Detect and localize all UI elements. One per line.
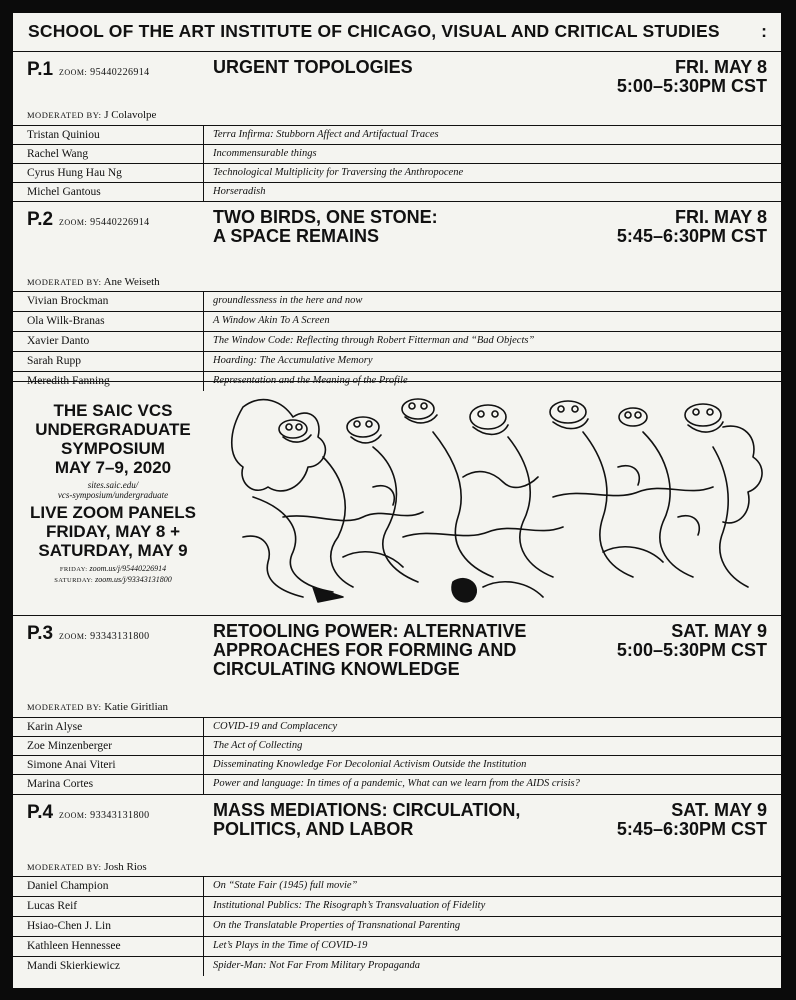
- zoom-id[interactable]: 95440226914: [90, 217, 150, 228]
- zoom-id[interactable]: 95440226914: [90, 67, 150, 78]
- table-row: Lucas Reif Institutional Publics: The Risograph’s Transvaluation of Fidelity: [13, 896, 781, 916]
- moderator: MODERATED BY: Katie Giritlian: [27, 701, 169, 713]
- panel-title: URGENT TOPOLOGIES: [213, 57, 413, 77]
- header-colon: :: [761, 21, 767, 41]
- table-row: Kathleen Hennessee Let’s Plays in the Time of COVID-19: [13, 936, 781, 956]
- panel-datetime: SAT. MAY 9 5:00–5:30PM CST: [616, 621, 767, 660]
- zoom-id[interactable]: 93343131800: [90, 810, 150, 821]
- panel-1: [13, 51, 781, 198]
- table-row: Karin Alyse COVID-19 and Complacency: [13, 717, 781, 737]
- table-row: Vivian Brockman groundlessness in the here and now: [13, 291, 781, 311]
- panel-number: P.1 ZOOM: 95440226914: [27, 59, 150, 80]
- panel-title: MASS MEDIATIONS: CIRCULATION, POLITICS, AND LABOR: [213, 800, 521, 839]
- table-row: Zoe Minzenberger The Act of Collecting: [13, 736, 781, 756]
- table-row: Meredith Fanning Representation and the Meaning of the Profile: [13, 371, 781, 391]
- table-row: Cyrus Hung Hau Ng Technological Multiplicity for Traversing the Anthropocene: [13, 163, 781, 183]
- table-row: Michel Gantous Horseradish: [13, 182, 781, 202]
- poster-header: [13, 13, 781, 52]
- table-row: Sarah Rupp Hoarding: The Accumulative Memory: [13, 351, 781, 371]
- symposium-promo: THE SAIC VCS UNDERGRADUATE SYMPOSIUM MAY 7–9, 2020 sites.saic.edu/ vcs-symposium/undergraduate LIVE ZOOM PANELS FRIDAY, MAY 8 + SATURDAY, MAY 9 FRIDAY: zoom.us/j/95440226914 SATURDAY: zoom.us/j/93343131800: [13, 383, 213, 615]
- panel-title: TWO BIRDS, ONE STONE: A SPACE REMAINS: [213, 207, 438, 246]
- friday-zoom-link[interactable]: FRIDAY: zoom.us/j/95440226914: [59, 564, 167, 573]
- saturday-zoom-link[interactable]: SATURDAY: zoom.us/j/93343131800: [54, 575, 172, 584]
- table-row: Hsiao-Chen J. Lin On the Translatable Properties of Transnational Parenting: [13, 916, 781, 936]
- panel-number: P.4 ZOOM: 93343131800: [27, 802, 150, 823]
- table-row: Rachel Wang Incommensurable things: [13, 144, 781, 164]
- poster-sheet: [13, 13, 781, 988]
- table-row: Xavier Danto The Window Code: Reflecting through Robert Fitterman and “Bad Objects”: [13, 331, 781, 351]
- table-row: Daniel Champion On “State Fair (1945) full movie”: [13, 876, 781, 896]
- panel-title: RETOOLING POWER: ALTERNATIVE APPROACHES FOR FORMING AND CIRCULATING KNOWLEDGE: [213, 621, 527, 679]
- panel-datetime: SAT. MAY 9 5:45–6:30PM CST: [616, 800, 767, 839]
- panel-number: P.2 ZOOM: 95440226914: [27, 209, 150, 230]
- table-row: Ola Wilk-Branas A Window Akin To A Screen: [13, 311, 781, 331]
- section-divider: [13, 381, 781, 382]
- moderator: MODERATED BY: Ane Weiseth: [27, 276, 160, 288]
- figure-group: [232, 399, 762, 602]
- panel-3: [13, 615, 781, 790]
- table-row: Mandi Skierkiewicz Spider-Man: Not Far From Military Propaganda: [13, 956, 781, 976]
- symposium-url[interactable]: sites.saic.edu/ vcs-symposium/undergraduate: [57, 480, 169, 500]
- poster-title: SCHOOL OF THE ART INSTITUTE OF CHICAGO, VISUAL AND CRITICAL STUDIES: [28, 21, 720, 41]
- panel-datetime: FRI. MAY 8 5:45–6:30PM CST: [616, 207, 767, 246]
- table-row: Simone Anai Viteri Disseminating Knowledge For Decolonial Activism Outside the Institution: [13, 755, 781, 775]
- moderator: MODERATED BY: J Colavolpe: [27, 109, 157, 121]
- zoom-id[interactable]: 93343131800: [90, 631, 150, 642]
- panel-4: [13, 794, 781, 988]
- line-drawing-illustration: [223, 387, 773, 615]
- panel-2: [13, 201, 781, 387]
- table-row: Marina Cortes Power and language: In times of a pandemic, What can we learn from the AIDS crisis?: [13, 774, 781, 794]
- panel-number: P.3 ZOOM: 93343131800: [27, 623, 150, 644]
- moderator: MODERATED BY: Josh Rios: [27, 861, 147, 873]
- panel-datetime: FRI. MAY 8 5:00–5:30PM CST: [616, 57, 767, 96]
- table-row: Tristan Quiniou Terra Infirma: Stubborn Affect and Artifactual Traces: [13, 125, 781, 145]
